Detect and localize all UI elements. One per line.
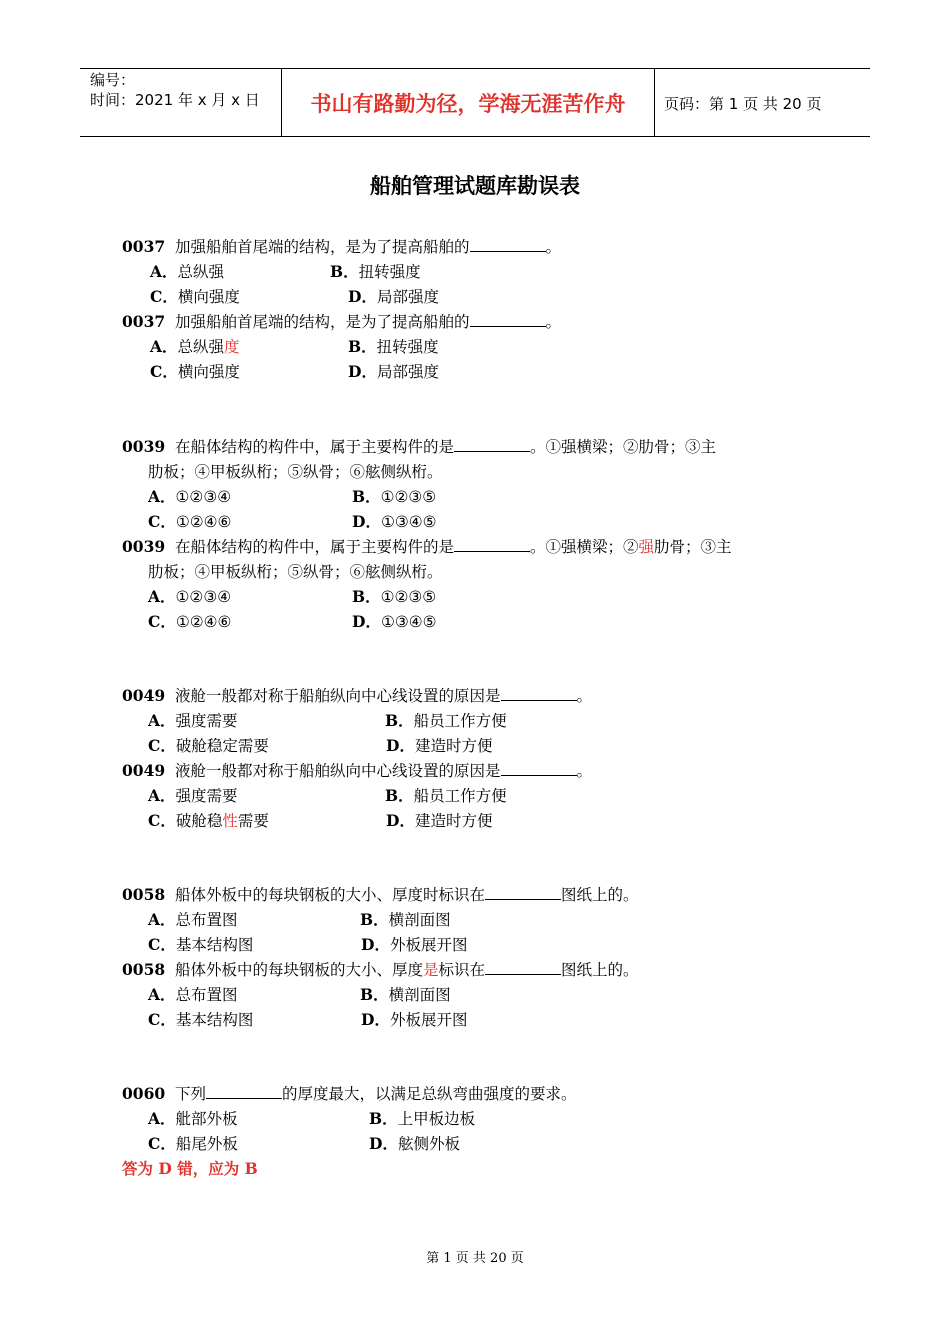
time-label: 时间：2021 年 x 月 x 日 xyxy=(90,91,260,109)
option-b: B．船员工作方便 xyxy=(385,711,507,730)
question-stem xyxy=(122,235,561,257)
question-stem: 0039 在船体结构的构件中，属于主要构件的是 。①强横梁；②强肋骨；③主 xyxy=(122,537,732,556)
question-text-end: 图纸上的。 xyxy=(561,886,639,904)
question-number: 0037 xyxy=(122,237,166,256)
header-bottom-rule xyxy=(80,136,870,137)
answer-correction-note: 答为 D 错，应为 B xyxy=(122,1159,258,1178)
option-c: C．横向强度 xyxy=(150,362,240,381)
question-stem xyxy=(122,310,561,332)
question-continuation: 肋板；④甲板纵桁；⑤纵骨；⑥舷侧纵桁。 xyxy=(148,463,443,481)
question-text: 液舱一般都对称于船舶纵向中心线设置的原因是 xyxy=(175,762,501,780)
option-a: A．总纵强度 xyxy=(150,337,240,356)
question-text: 船体外板中的每块钢板的大小、厚度时标识在 xyxy=(175,886,486,904)
option-c: C．①②④⑥ xyxy=(148,612,232,631)
question-stem: 0058 船体外板中的每块钢板的大小、厚度是标识在 图纸上的。 xyxy=(122,960,639,979)
option-c: C．横向强度 xyxy=(150,287,240,306)
question-number: 0049 xyxy=(122,761,166,780)
question-number: 0039 xyxy=(122,537,166,556)
option-d: D．外板展开图 xyxy=(361,935,468,954)
option-b: B．船员工作方便 xyxy=(385,786,507,805)
question-stem xyxy=(122,684,592,706)
question-text-end: 。 xyxy=(545,313,562,331)
question-text-end: 。 xyxy=(545,238,562,256)
question-text: 在船体结构的构件中，属于主要构件的是 xyxy=(175,438,455,456)
question-text: 下列 xyxy=(175,1085,207,1103)
answer-blank xyxy=(501,688,577,701)
option-a: A．①②③④ xyxy=(148,487,232,506)
option-c: C．船尾外板 xyxy=(148,1134,238,1153)
option-d: D．舷侧外板 xyxy=(369,1134,460,1153)
page-title: 船舶管理试题库勘误表 xyxy=(370,173,580,198)
question-number: 0060 xyxy=(122,1084,166,1103)
option-a: A．总布置图 xyxy=(148,985,238,1004)
option-b: B．横剖面图 xyxy=(360,985,451,1004)
option-b: B．扭转强度 xyxy=(348,337,439,356)
page-footer: 第 1 页 共 20 页 xyxy=(426,1251,524,1266)
option-b: B．扭转强度 xyxy=(330,262,421,281)
answer-blank xyxy=(485,887,561,900)
header-left-cell xyxy=(90,70,260,110)
question-text: 加强船舶首尾端的结构，是为了提高船舶的 xyxy=(175,313,470,331)
answer-blank xyxy=(485,962,561,975)
answer-blank xyxy=(501,763,577,776)
header-page-info: 页码：第 1 页 共 20 页 xyxy=(664,95,822,113)
option-c: C．基本结构图 xyxy=(148,935,254,954)
question-stem xyxy=(122,883,639,905)
option-a: A．总布置图 xyxy=(148,910,238,929)
answer-blank xyxy=(206,1086,282,1099)
question-stem xyxy=(122,1082,577,1104)
option-b: B．横剖面图 xyxy=(360,910,451,929)
option-a: A．强度需要 xyxy=(148,711,238,730)
question-number: 0058 xyxy=(122,960,166,979)
correction-mark: 性 xyxy=(222,812,238,830)
option-d: D．局部强度 xyxy=(348,287,439,306)
question-text: 加强船舶首尾端的结构，是为了提高船舶的 xyxy=(175,238,470,256)
option-d: D．外板展开图 xyxy=(361,1010,468,1029)
answer-blank xyxy=(470,239,546,252)
answer-blank xyxy=(454,439,530,452)
question-stem xyxy=(122,759,592,781)
question-text-end: 。①强横梁；②肋骨；③主 xyxy=(530,438,717,456)
option-c: C．基本结构图 xyxy=(148,1010,254,1029)
question-number: 0058 xyxy=(122,885,166,904)
option-d: D．①③④⑤ xyxy=(352,612,437,631)
question-number: 0049 xyxy=(122,686,166,705)
correction-mark: 是 xyxy=(423,961,439,979)
correction-mark: 强 xyxy=(638,538,655,556)
question-stem xyxy=(122,435,716,457)
header-divider-2 xyxy=(654,68,655,136)
question-text: 在船体结构的构件中，属于主要构件的是 xyxy=(175,538,455,556)
header-motto: 书山有路勤为径，学海无涯苦作舟 xyxy=(310,91,626,116)
question-text-end: 。 xyxy=(576,762,593,780)
question-number: 0039 xyxy=(122,437,166,456)
option-d: D．建造时方便 xyxy=(386,811,493,830)
option-c: C．①②④⑥ xyxy=(148,512,232,531)
option-c: C．破舱稳性需要 xyxy=(148,811,269,830)
question-text-end: 。 xyxy=(576,687,593,705)
question-text-end: 图纸上的。 xyxy=(561,961,639,979)
option-d: D．建造时方便 xyxy=(386,736,493,755)
option-c: C．破舱稳定需要 xyxy=(148,736,269,755)
option-a: A．①②③④ xyxy=(148,587,232,606)
option-d: D．①③④⑤ xyxy=(352,512,437,531)
question-number: 0037 xyxy=(122,312,166,331)
option-a: A．强度需要 xyxy=(148,786,238,805)
question-text: 液舱一般都对称于船舶纵向中心线设置的原因是 xyxy=(175,687,501,705)
serial-label: 编号： xyxy=(90,71,136,89)
option-a: A．总纵强 xyxy=(150,262,225,281)
question-text-end: 的厚度最大，以满足总纵弯曲强度的要求。 xyxy=(282,1085,577,1103)
answer-blank xyxy=(454,539,530,552)
option-b: B．上甲板边板 xyxy=(369,1109,476,1128)
correction-mark: 度 xyxy=(224,338,240,356)
header-top-rule xyxy=(80,68,870,69)
option-b: B．①②③⑤ xyxy=(352,487,437,506)
option-b: B．①②③⑤ xyxy=(352,587,437,606)
answer-blank xyxy=(470,314,546,327)
option-d: D．局部强度 xyxy=(348,362,439,381)
option-a: A．舭部外板 xyxy=(148,1109,238,1128)
question-continuation: 肋板；④甲板纵桁；⑤纵骨；⑥舷侧纵桁。 xyxy=(148,563,443,581)
